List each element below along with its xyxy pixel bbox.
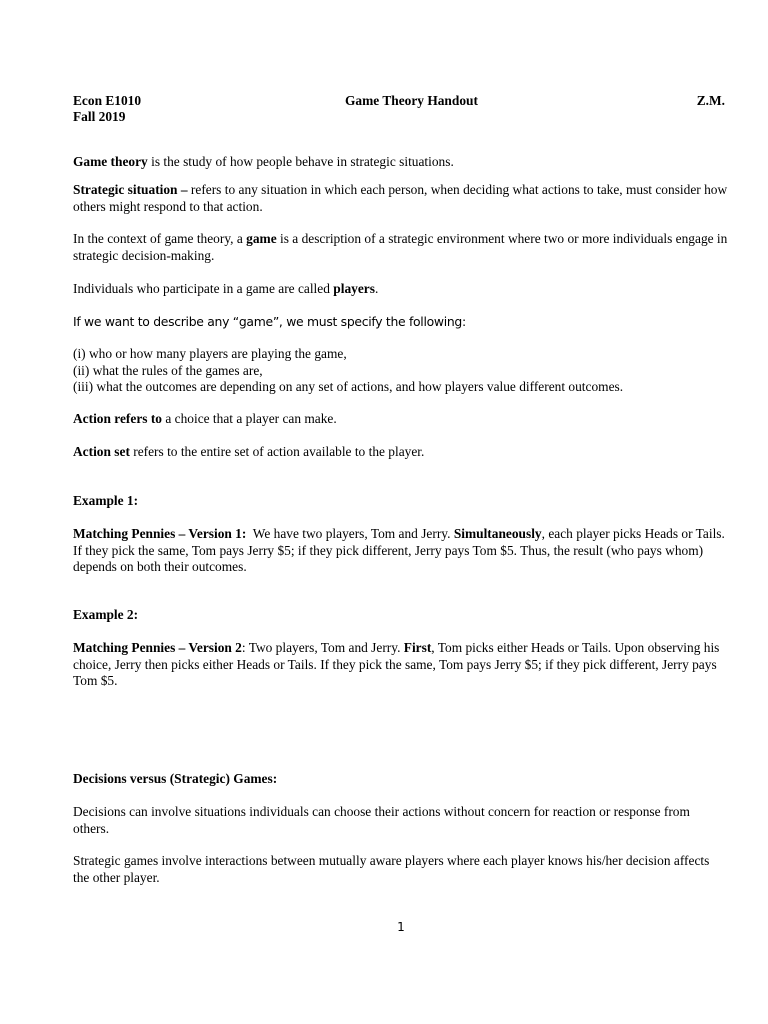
example-1-name: Matching Pennies – Version 1: — [73, 526, 247, 541]
example-2-name: Matching Pennies – Version 2 — [73, 640, 242, 655]
paragraph-strategic-situation — [73, 182, 729, 215]
paragraph-text: , each player picks Heads or Tails. If they pick the same, Tom pays Jerry $5; if they pick different, Jerry pays Tom $5. Thus, the result (who pays whom) depends on both their outcomes. — [73, 526, 725, 575]
page-number: 1 — [397, 920, 405, 934]
paragraph-strategic-games: Strategic games involve interactions between mutually aware players where each player knows his/her decision affects the other player. — [73, 853, 710, 885]
author-initials: Z.M. — [696, 93, 725, 108]
list-item: (iii) what the outcomes are depending on any set of actions, and how players value different outcomes. — [73, 379, 624, 395]
paragraph-players — [73, 281, 729, 298]
document-title: Game Theory Handout — [345, 93, 478, 108]
paragraph-game — [73, 231, 729, 264]
term-game-theory: Game theory — [73, 154, 148, 169]
paragraph-text: : Two players, Tom and Jerry. — [241, 640, 404, 655]
document-header — [73, 93, 729, 110]
paragraph-text: We have two players, Tom and Jerry. — [246, 526, 454, 541]
paragraph-text: a choice that a player can make. — [162, 411, 337, 426]
paragraph-text: refers to the entire set of action available to the player. — [129, 444, 425, 459]
term-strategic-situation: Strategic situation – — [73, 182, 188, 197]
paragraph-action-set — [73, 444, 729, 461]
paragraph-specify: If we want to describe any “game”, we must specify the following: — [73, 314, 466, 329]
course-code: Econ E1010 — [73, 93, 142, 108]
example-2-heading: Example 2: — [73, 607, 139, 622]
decisions-heading: Decisions versus (Strategic) Games: — [73, 771, 278, 786]
paragraph-text: refers to any situation in which each person, when deciding what actions to take, must consider how others might respond to that action. — [73, 182, 728, 214]
example-1-text — [73, 526, 729, 576]
paragraph-game-theory — [73, 154, 729, 171]
term-game: game — [246, 231, 277, 246]
example-2-emphasis: First — [403, 640, 432, 655]
term-action: Action refers to — [73, 411, 162, 426]
example-1-heading: Example 1: — [73, 493, 139, 508]
paragraph-text: Individuals who participate in a game are called — [73, 281, 334, 296]
list-item: (i) who or how many players are playing the game, — [73, 346, 347, 361]
term-players: players — [333, 281, 375, 296]
term-action-set: Action set — [73, 444, 130, 459]
paragraph-action — [73, 411, 729, 428]
requirements-list — [73, 346, 729, 396]
example-2-text — [73, 640, 729, 690]
paragraph-text: . — [374, 281, 379, 296]
handout-page — [73, 0, 729, 1024]
paragraph-decisions: Decisions can involve situations individuals can choose their actions without concern for reaction or response from others. — [73, 804, 690, 836]
paragraph-text: , Tom picks either Heads or Tails. Upon observing his choice, Jerry then picks either Heads or Tails. If they pick the same, Tom pays Jerry $5; if they pick different, Jerry pays Tom $5. — [73, 640, 720, 689]
example-1-emphasis: Simultaneously — [453, 526, 542, 541]
paragraph-text: In the context of game theory, a — [73, 231, 247, 246]
term: Fall 2019 — [73, 109, 126, 124]
paragraph-text: is a description of a strategic environment where two or more individuals engage in strategic decision-making. — [73, 231, 728, 263]
paragraph-text: is the study of how people behave in strategic situations. — [147, 154, 454, 169]
list-item: (ii) what the rules of the games are, — [73, 362, 263, 378]
